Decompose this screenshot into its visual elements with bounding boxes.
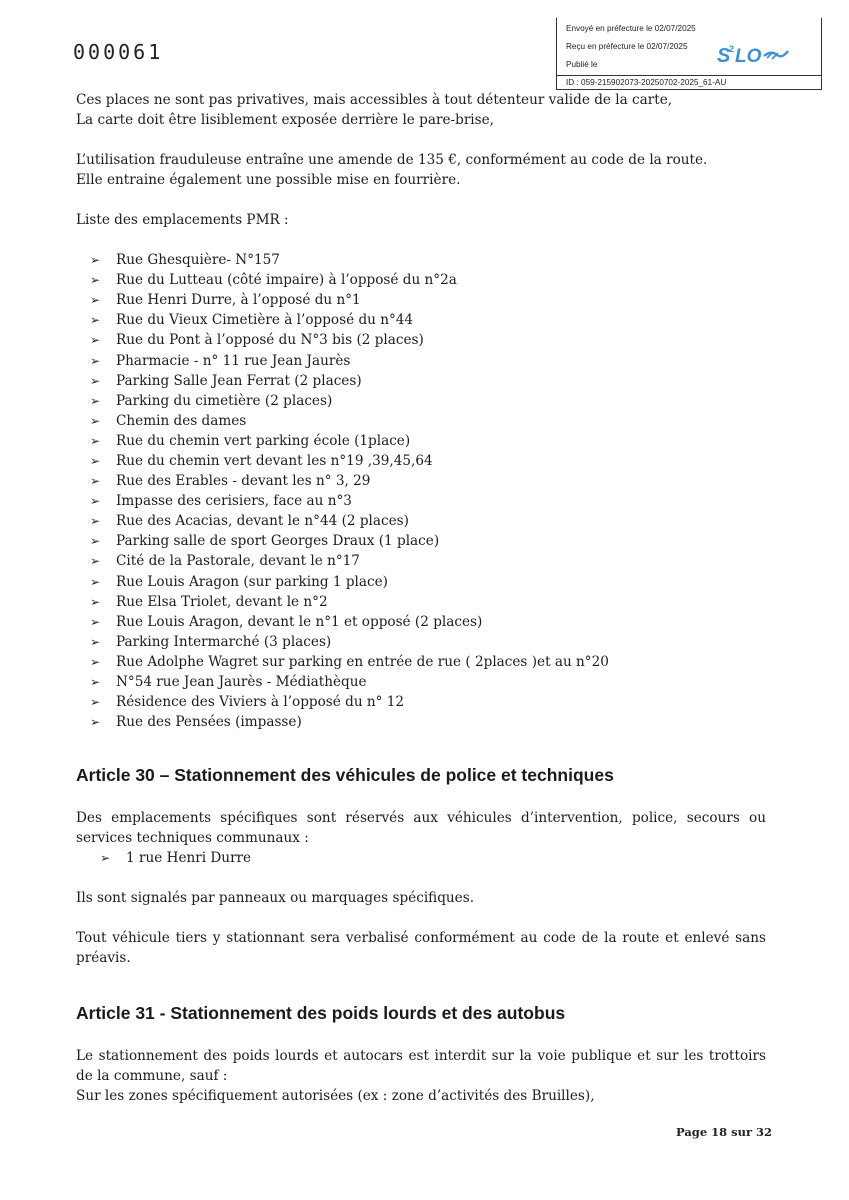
list-item xyxy=(90,330,766,350)
svg-text:S: S xyxy=(717,45,731,67)
article-30-paragraph-3: Tout véhicule tiers y stationnant sera verbalisé conformément au code de la route et enlevé sans préavis. xyxy=(76,930,766,967)
list-item xyxy=(90,652,766,672)
arrowhead-bullet-icon: ➢ xyxy=(90,554,101,569)
arrowhead-bullet-icon: ➢ xyxy=(90,514,101,529)
stamp-id: ID : 059-215902073-20250702-2025_61-AU xyxy=(557,75,822,87)
intro-line-2: La carte doit être lisiblement exposée derrière le pare-brise, xyxy=(76,112,495,128)
list-item xyxy=(90,491,766,511)
pmr-list xyxy=(76,250,766,732)
arrowhead-bullet-icon: ➢ xyxy=(90,534,101,549)
list-item xyxy=(90,250,766,270)
list-item-label: Parking Salle Jean Ferrat (2 places) xyxy=(116,372,362,389)
list-item-label: Rue Louis Aragon (sur parking 1 place) xyxy=(116,573,388,590)
arrowhead-bullet-icon: ➢ xyxy=(90,353,101,368)
page-number: Page 18 sur 32 xyxy=(676,1125,773,1139)
list-item xyxy=(90,692,766,712)
s2lo-logo xyxy=(717,42,789,68)
arrowhead-bullet-icon: ➢ xyxy=(100,851,111,866)
list-item xyxy=(90,371,766,391)
arrowhead-bullet-icon: ➢ xyxy=(90,453,101,468)
list-item xyxy=(90,310,766,330)
arrowhead-bullet-icon: ➢ xyxy=(90,574,101,589)
list-item-label: Rue du Lutteau (côté impaire) à l’opposé du n°2a xyxy=(116,272,457,289)
pmr-list-title: Liste des emplacements PMR : xyxy=(76,212,289,228)
arrowhead-bullet-icon: ➢ xyxy=(90,413,101,428)
list-item-label: Résidence des Viviers à l’opposé du n° 12 xyxy=(116,694,405,711)
list-item xyxy=(90,572,766,592)
list-item xyxy=(90,391,766,411)
article-30-paragraph-1: Des emplacements spécifiques sont réservés aux véhicules d’intervention, police, secours ou services techniques communaux : xyxy=(76,810,766,847)
article-30-list-item xyxy=(76,848,766,868)
svg-text:2: 2 xyxy=(729,44,735,54)
page-code-stamp: 000061 xyxy=(73,40,164,64)
list-item-label: Parking du cimetière (2 places) xyxy=(116,392,333,409)
list-item-label: Rue du Vieux Cimetière à l’opposé du n°44 xyxy=(116,312,414,329)
list-item xyxy=(90,531,766,551)
fine-line-2: Elle entraine également une possible mise en fourrière. xyxy=(76,172,461,188)
article-31-paragraph-1: Le stationnement des poids lourds et autocars est interdit sur la voie publique et sur les trottoirs de la commune, sauf : xyxy=(76,1048,766,1085)
list-item-label: Rue du chemin vert devant les n°19 ,39,45,64 xyxy=(116,452,433,469)
arrowhead-bullet-icon: ➢ xyxy=(90,594,101,609)
arrowhead-bullet-icon: ➢ xyxy=(90,634,101,649)
arrowhead-bullet-icon: ➢ xyxy=(90,273,101,288)
list-item-label: Rue des Acacias, devant le n°44 (2 places) xyxy=(116,513,409,530)
stamp-received-date: Reçu en préfecture le 02/07/2025 xyxy=(566,42,688,51)
list-item xyxy=(90,471,766,491)
list-item-label: 1 rue Henri Durre xyxy=(126,850,252,867)
prefecture-stamp xyxy=(556,18,822,90)
arrowhead-bullet-icon: ➢ xyxy=(90,474,101,489)
arrowhead-bullet-icon: ➢ xyxy=(90,293,101,308)
article-31-heading: Article 31 - Stationnement des poids lourds et des autobus xyxy=(76,1003,566,1024)
list-item-label: Rue Louis Aragon, devant le n°1 et opposé (2 places) xyxy=(116,613,483,630)
intro-line-1: Ces places ne sont pas privatives, mais accessibles à tout détenteur valide de la carte, xyxy=(76,92,673,108)
stamp-published: Publié le xyxy=(566,60,598,69)
list-item-label: Chemin des dames xyxy=(116,412,247,429)
article-30-heading: Article 30 – Stationnement des véhicules de police et techniques xyxy=(76,765,614,786)
arrowhead-bullet-icon: ➢ xyxy=(90,313,101,328)
arrowhead-bullet-icon: ➢ xyxy=(90,494,101,509)
list-item-label: Pharmacie - n° 11 rue Jean Jaurès xyxy=(116,352,351,369)
article-30-paragraph-2: Ils sont signalés par panneaux ou marquages spécifiques. xyxy=(76,890,475,907)
svg-text:LO: LO xyxy=(735,46,762,67)
list-item xyxy=(90,290,766,310)
list-item xyxy=(90,270,766,290)
list-item xyxy=(90,672,766,692)
list-item-label: Rue du chemin vert parking école (1place) xyxy=(116,432,411,449)
list-item xyxy=(90,551,766,571)
list-item xyxy=(90,451,766,471)
list-item xyxy=(90,592,766,612)
list-item-label: Rue des Pensées (impasse) xyxy=(116,714,302,731)
list-item xyxy=(90,632,766,652)
arrowhead-bullet-icon: ➢ xyxy=(90,614,101,629)
arrowhead-bullet-icon: ➢ xyxy=(90,433,101,448)
list-item-label: Rue Adolphe Wagret sur parking en entrée de rue ( 2places )et au n°20 xyxy=(116,653,609,670)
list-item xyxy=(90,350,766,370)
list-item-label: Rue Elsa Triolet, devant le n°2 xyxy=(116,593,328,610)
fine-line-1: L’utilisation frauduleuse entraîne une amende de 135 €, conformément au code de la route. xyxy=(76,152,708,168)
list-item-label: Rue des Erables - devant les n° 3, 29 xyxy=(116,473,371,490)
list-item-label: Rue Henri Durre, à l’opposé du n°1 xyxy=(116,292,361,309)
list-item-label: Rue Ghesquière- N°157 xyxy=(116,252,280,269)
list-item-label: Parking salle de sport Georges Draux (1 place) xyxy=(116,533,440,550)
list-item xyxy=(90,411,766,431)
list-item-label: Cité de la Pastorale, devant le n°17 xyxy=(116,553,360,570)
list-item xyxy=(90,431,766,451)
article-31-paragraph-2: Sur les zones spécifiquement autorisées (ex : zone d’activités des Bruilles), xyxy=(76,1088,595,1105)
list-item xyxy=(90,511,766,531)
document-body xyxy=(76,90,766,1106)
arrowhead-bullet-icon: ➢ xyxy=(90,373,101,388)
arrowhead-bullet-icon: ➢ xyxy=(90,393,101,408)
list-item-label: N°54 rue Jean Jaurès - Médiathèque xyxy=(116,674,367,691)
list-item xyxy=(90,712,766,732)
list-item-label: Impasse des cerisiers, face au n°3 xyxy=(116,493,352,510)
arrowhead-bullet-icon: ➢ xyxy=(90,695,101,710)
arrowhead-bullet-icon: ➢ xyxy=(90,253,101,268)
list-item xyxy=(90,612,766,632)
stamp-sent-date: Envoyé en préfecture le 02/07/2025 xyxy=(566,24,696,33)
arrowhead-bullet-icon: ➢ xyxy=(90,715,101,730)
arrowhead-bullet-icon: ➢ xyxy=(90,654,101,669)
arrowhead-bullet-icon: ➢ xyxy=(90,675,101,690)
arrowhead-bullet-icon: ➢ xyxy=(90,333,101,348)
list-item-label: Parking Intermarché (3 places) xyxy=(116,633,332,650)
list-item-label: Rue du Pont à l’opposé du N°3 bis (2 places) xyxy=(116,332,424,349)
